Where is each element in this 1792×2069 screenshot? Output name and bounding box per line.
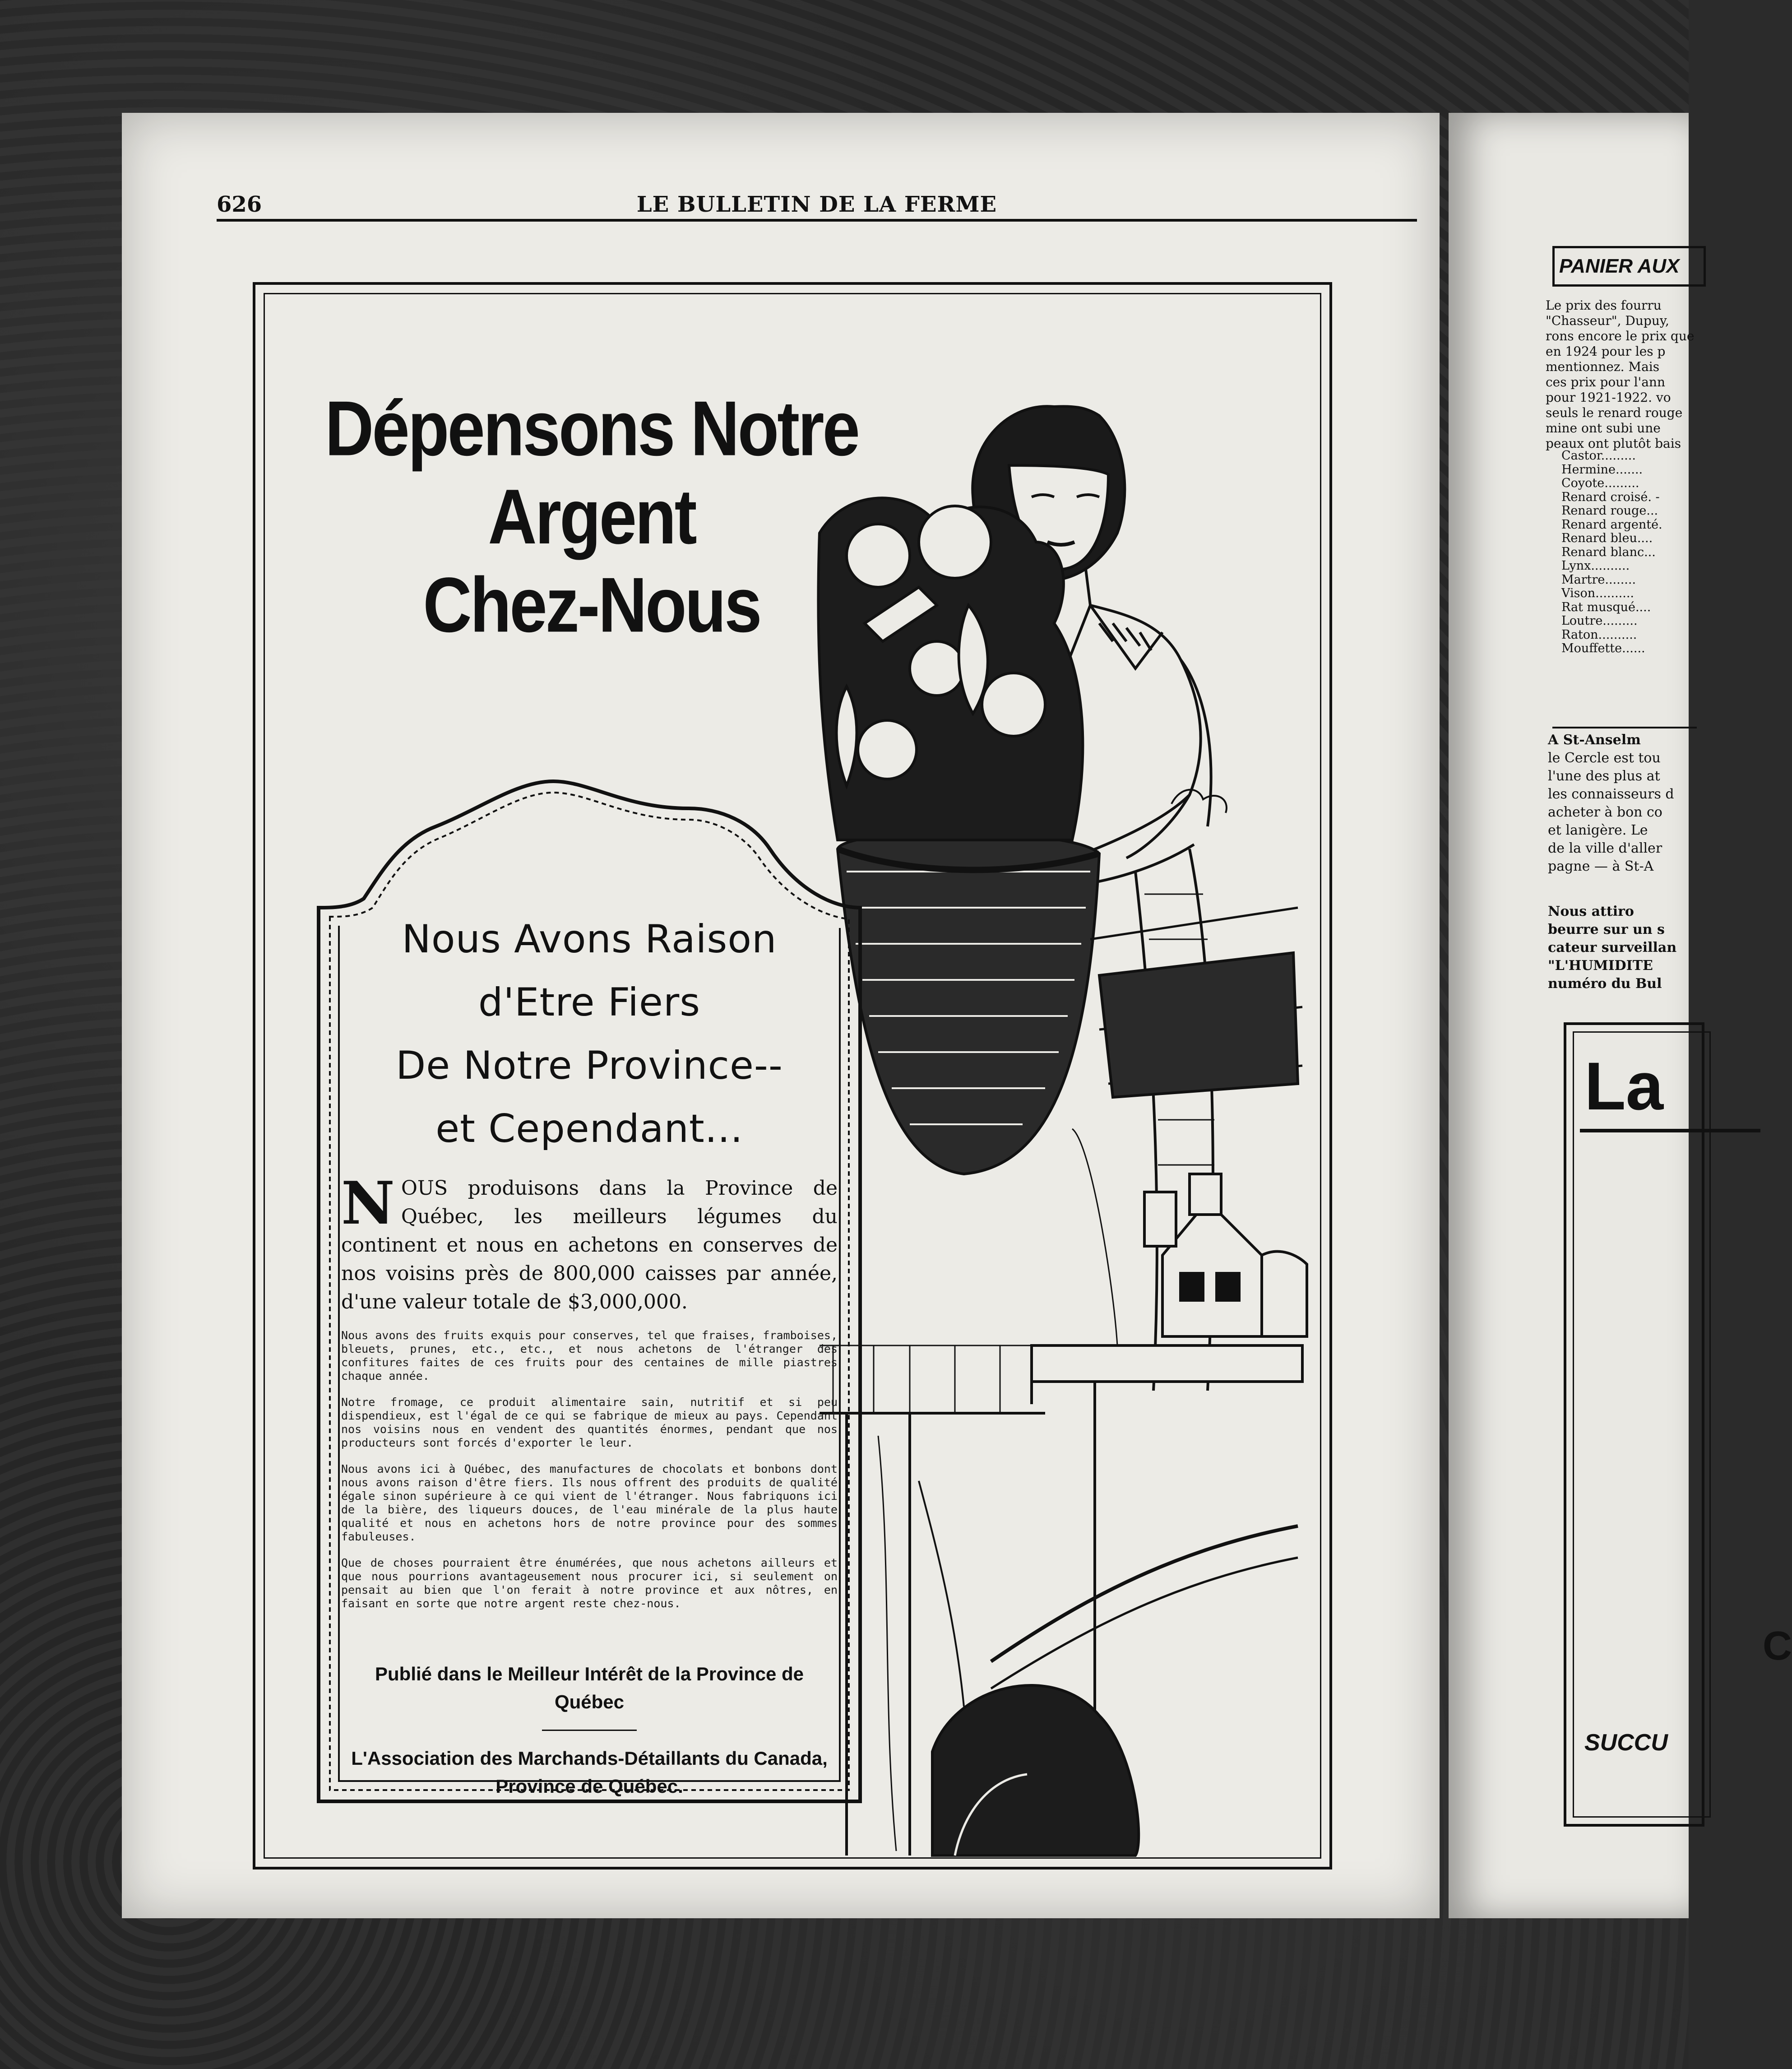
list-item: Renard rouge...: [1561, 504, 1658, 518]
text-line: Nous attiro: [1548, 904, 1634, 919]
text-line: seuls le renard rouge: [1546, 405, 1683, 420]
list-item: Lynx..........: [1561, 559, 1630, 573]
advertisement: [253, 282, 1332, 1870]
list-item: Castor.........: [1561, 449, 1636, 463]
list-item: Hermine.......: [1561, 462, 1643, 477]
list-item: Martre........: [1561, 572, 1636, 587]
body-paragraph: Que de choses pourraient être énumérées, que nous achetons ailleurs et que nous pourrions avantageusement nous procurer ici, si seulement on pensait au bien que l'on ferait à notre province et aux nôtres, en faisant en sorte que notre argent reste chez-nous.: [341, 1556, 838, 1610]
page-number: 626: [217, 192, 262, 217]
subhead-line-1: Nous Avons Raison: [402, 917, 777, 962]
association-signature: L'Association des Marchands-Détaillants du Canada, Province de Québec.: [351, 1748, 828, 1797]
headline-line-1: Dépensons Notre Argent: [325, 385, 858, 560]
text-line: les connaisseurs d: [1548, 786, 1674, 802]
body-paragraph: Nous avons ici à Québec, des manufactures de chocolats et bonbons dont nous avons raison d'être fiers. Ils nous offrent des produits de qualité égale sinon supérieure à ce qui vient de l'étranger. Nous fabriquons ici de la bière, des liqueurs douces, de l'eau minérale de la plus haute qualité et nous en achetons hors de notre province pour des sommes fabuleuses.: [341, 1462, 838, 1543]
text-line: "L'HUMIDITE: [1548, 958, 1653, 974]
body-paragraph: Nous avons des fruits exquis pour conserves, tel que fraises, framboises, bleuets, prunes, etc., etc., et nous achetons de l'étranger des confitures faites de ces fruits pour des centaines de mille piastres chaque année.: [341, 1329, 838, 1382]
fur-price-list: [1561, 449, 1697, 656]
text-line: mentionnez. Mais: [1546, 359, 1660, 374]
list-item: Mouffette......: [1561, 641, 1645, 655]
text-line: peaux ont plutôt bais: [1546, 436, 1681, 451]
text-line: A St-Anselm: [1548, 732, 1641, 748]
list-item: Raton..........: [1561, 627, 1637, 642]
subhead-line-3: De Notre Province--: [396, 1043, 783, 1088]
text-line: pagne — à St-A: [1548, 858, 1654, 874]
panel-text: [341, 908, 838, 1800]
divider: [1552, 727, 1697, 728]
st-anselme-article: [1548, 731, 1697, 876]
subhead: [341, 908, 838, 1160]
ad-footer: SUCCU: [1584, 1730, 1668, 1756]
journal-title: LE BULLETIN DE LA FERME: [636, 192, 997, 217]
ad-headline: [292, 384, 892, 649]
humidity-notice: [1548, 903, 1697, 993]
list-item: Vison..........: [1561, 586, 1634, 600]
drop-cap: N: [341, 1169, 395, 1238]
right-page-advertisement: [1564, 1022, 1792, 1827]
ad-text-fragment: C: [1763, 1624, 1792, 1669]
text-line: et lanigère. Le: [1548, 822, 1648, 838]
text-line: acheter à bon co: [1548, 804, 1662, 820]
subhead-line-2: d'Etre Fiers: [478, 980, 701, 1025]
text-line: Le prix des fourru: [1546, 298, 1662, 313]
list-item: Renard blanc...: [1561, 545, 1656, 559]
body-paragraph: Notre fromage, ce produit alimentaire sain, nutritif et si peu dispendieux, est l'égal de ce qui se fabrique de mieux au pays. Cependant nos voisins nous en vendent des quantités énormes, pendant que nos producteurs sont forcés d'exporter le leur.: [341, 1396, 838, 1449]
subhead-line-4: et Cependant...: [435, 1106, 743, 1151]
text-line: pour 1921-1922. vo: [1546, 390, 1671, 405]
running-head: [217, 192, 1417, 222]
farm-woman-illustration: [820, 353, 1320, 1851]
list-item: Renard bleu....: [1561, 531, 1653, 545]
lead-text: OUS produisons dans la Province de Québec, les meilleurs légumes du continent et nous en achetons en conserves de nos voisins près de 800,000 caisses par année, d'une valeur totale de $3,000,000.: [341, 1177, 838, 1313]
published-notice: Publié dans le Meilleur Intérêt de la Province de Québec: [375, 1663, 804, 1712]
fur-price-intro: [1546, 298, 1695, 451]
ad-inner-border: [1573, 1031, 1711, 1818]
text-line: "Chasseur", Dupuy,: [1546, 313, 1669, 328]
ornate-text-panel: [301, 772, 874, 1815]
left-page: [122, 113, 1440, 1918]
list-item: Rat musqué....: [1561, 600, 1651, 614]
text-line: beurre sur un s: [1548, 922, 1665, 937]
list-item: Loutre.........: [1561, 614, 1638, 628]
text-line: cateur surveillan: [1548, 940, 1677, 956]
text-line: mine ont subi une: [1546, 421, 1661, 436]
list-item: Coyote.........: [1561, 476, 1639, 490]
section-box-title: PANIER AUX: [1552, 246, 1706, 287]
list-item: Renard croisé. -: [1561, 490, 1660, 504]
ad-title: La: [1584, 1048, 1664, 1124]
text-line: le Cercle est tou: [1548, 750, 1661, 766]
divider: [1580, 1129, 1760, 1132]
headline-line-2: Chez-Nous: [423, 561, 760, 649]
divider: [542, 1730, 637, 1731]
text-line: de la ville d'aller: [1548, 840, 1662, 856]
right-page: [1449, 113, 1792, 1918]
text-line: rons encore le prix que: [1546, 329, 1695, 343]
list-item: Renard argenté.: [1561, 517, 1662, 532]
text-line: numéro du Bul: [1548, 976, 1662, 992]
text-line: ces prix pour l'ann: [1546, 375, 1665, 390]
text-line: l'une des plus at: [1548, 768, 1660, 784]
text-line: en 1924 pour les p: [1546, 344, 1666, 359]
lead-paragraph: [341, 1169, 838, 1316]
